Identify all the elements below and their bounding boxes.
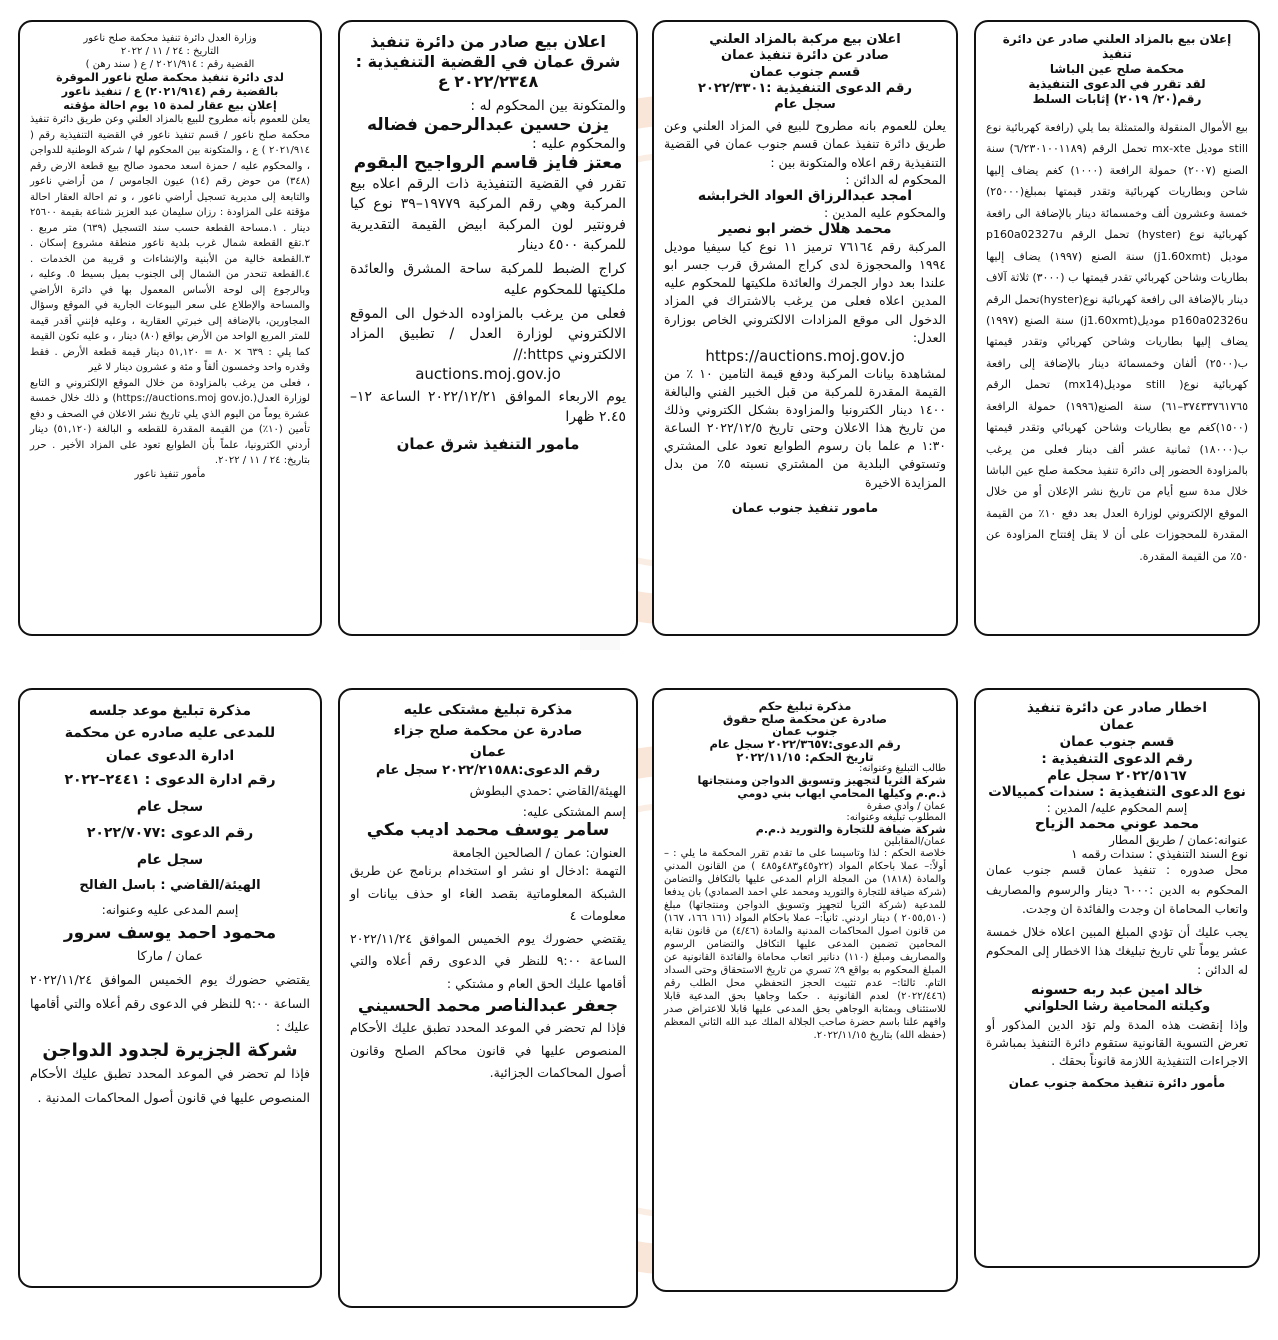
notice-body-2: يجب عليك أن تؤدي المبلغ المبين اعلاه خلال خمسة عشر يوماً تلي تاريخ تبليغك هذا الاخطار إلى المحكوم له الدائن :: [986, 925, 1248, 978]
requester-label: طالب التبليغ وعنوانه:: [858, 763, 946, 775]
debtor-address: عنوانه:عمان / طريق المطار: [1109, 833, 1248, 848]
target-name: شركة ضيافة للتجارة والتوريد ذ.م.م: [755, 822, 946, 836]
notice-title: مذكرة تبليغ حكم صادرة عن محكمة صلح حقوق جنوب عمان رقم الدعوى:٢٠٢٢/٣٦٥٧ سجل عام تاريخ الحكم: ٢٠٢٢/١١/١٥: [709, 699, 901, 764]
charge: التهمة :ادخال او نشر او استخدام برنامج عن طريق الشبكة المعلوماتية بقصد الغاء او حذف بيانات او معلومات ٤: [350, 863, 626, 924]
accused-name: سامر يوسف محمد اديب مكي: [366, 820, 610, 841]
notice-title: لدى دائرة تنفيذ محكمة صلح ناعور الموقرة بالقضية رقم (٢٠٢١/٩١٤) ع / تنفيذ ناعور إعلان بيع عقار لمدة ١٥ يوم احالة مؤقته: [56, 71, 284, 112]
notice-body: يقتضي حضورك يوم الخميس الموافق ٢٠٢٢/١١/٢٤ الساعة ٩:٠٠ للنظر في الدعوى رقم أعلاه والتي أقامها عليك :: [30, 971, 311, 1035]
notice-body: بيع الأموال المنقولة والمتمثلة بما يلي (رافعة كهربائية نوع still موديل mx-xte تحمل الرقم (٦/٢٣٠١٠٠١١٨٩) سنة الصنع (٢٠٠٧) حمولة الرافعة (١٠٠٠) كغم يضاف إليها شاحن وبطاريات كهربائية وتقدر قيمتها بمبلغ(٢٥٠٠٠) خمسة وعشرون ألف وخمسمائة دينار بالإضافة الى رافعة كهربائية نوع (hyster) تحمل الرقم p160a02327u موديل (j1.60xmt) سنة الصنع (١٩٩٧) يضاف إليها بطاريات وشاحن كهربائي تقدر قيمتها ب (٣٠٠٠) ثلاثة آلاف دينار بالإضافة الى رافعة كهربائية نوع(hyster)تحمل الرقم p160a02326u موديل(j1.60xmt) سنة الصنع (١٩٩٧) يضاف إليها بطاريات وشاحن كهربائي وتقدر قيمتها ب(٢٥٠٠) ألفان وخمسمائة دينار بالإضافة إلى رافعة كهربائية نوع( still موديل(mx14) تحمل الرقم ٣٧٤٣٣٧٦١٧٦٥–٦١) سنة الصنع(١٩٩٦) حمولة الرافعة (١٥٠٠)كغم مع بطاريات وشاحن كهربائي وتقدر قيمتها ب(١٨٠٠٠) ثمانية عشر ألف دينار فعلى من يرغب بالمزاودة الحضور إلى دائرة تنفيذ محكمة صلح عين الباشا خلال مدة سبع أيام من تاريخ نشر الإعلان أو من خلال الموقع الإلكتروني لوزارة العدل بعد دفع ١٠٪ من القيمة المقدرة للمحجوزات على أن لا يقل إفتتاح المزاودة عن ٥٠٪ من القيمة المقدرة.: [986, 121, 1248, 563]
notice-body-3: وإذا إنقضت هذه المدة ولم تؤد الدين المذكور أو تعرض التسوية القانونية ستقوم دائرة التنفيذ بمباشرة الاجراءات التنفيذية اللازمة قانوناً بحقك .: [986, 1017, 1248, 1068]
hearing-notice-amman: [18, 688, 322, 1288]
notice-body-2: لمشاهدة بيانات المركبة ودفع قيمة التامين ١٠ ٪ من القيمة المقدرة للمركبة من قبل الخبير الفني والبالغة ١٤٠٠ دينار الكترونيا والمزاودة بشكل الكتروني وذلك من تاريخ هذا الاعلان وحتى تاريخ ٢٠٢٢/١٢/٥ الساعة ١:٣٠ م علما بان رسوم الطوابع تعود على المشتري وتستوفي البلدية من المشتري نسبته ٥٪ من بدل المزايدة الاخيرة: [664, 365, 947, 490]
notice-body-2: فعلى من يرغب بالمزاوده الدخول الى الموقع الالكتروني لوزارة العدل / تطبيق المزاد الالكتروني https://: [350, 305, 626, 363]
garage-info: كراج الضبط للمركبة ساحة المشرق والعائدة ملكيتها للمحكوم عليه: [350, 261, 626, 298]
creditor-label: المحكوم له الدائن :: [845, 171, 946, 187]
auction-url: auctions.moj.gov.jo: [415, 364, 561, 383]
signature: مامور التنفيذ شرق عمان: [396, 435, 580, 454]
document-type: نوع السند التنفيذي : سندات رقمه ١: [1071, 847, 1248, 862]
notice-body-2: فإذا لم تحضر في الموعد المحدد تطبق عليك الأحكام المنصوص عليها في قانون محاكم الصلح وقانون أصول المحاكمات الجزائية.: [350, 1020, 626, 1081]
debtor-name: محمد هلال خضر ابو نصير: [718, 220, 892, 237]
defendant-address: عمان / ماركا: [136, 948, 204, 964]
notice-body: يقتضي حضورك يوم الخميس الموافق ٢٠٢٢/١١/٢٤ الساعة ٩:٠٠ للنظر في الدعوى رقم أعلاه والتي أقامها عليك الحق العام و مشتكي :: [350, 930, 626, 991]
requester-address: عمان / وادي صقرة: [866, 800, 946, 812]
notice-title: اعلان بيع صادر من دائرة تنفيذ شرق عمان في القضية التنفيذية : ٢٠٢٢/٢٣٤٨ ع: [355, 32, 621, 91]
lawyer-name: وكيلته المحامية رشا الحلواني: [1023, 998, 1211, 1014]
auction-url: https://auctions.moj.gov.jo: [705, 346, 905, 365]
debtor-name: محمد عوني محمد الزياح: [1034, 816, 1200, 833]
notice-header: وزارة العدل دائرة تنفيذ محكمة صلح ناعور التاريخ : ٢٤ / ١١ / ٢٠٢٢ القضية رقم : ٢٠٢١/٩١٤ / ع ( سند رهن ): [83, 33, 257, 70]
notice-title: إعلان بيع بالمزاد العلني صادر عن دائرة تنفيذ محكمة صلح عين الباشا لقد تقرر في الدعوى التنفيذية رقم(٢٠/ ٢٠١٩) إثابات السلط: [1002, 32, 1232, 106]
defendant-label: إسم المدعى عليه وعنوانه:: [101, 902, 239, 918]
signature: مأمور تنفيذ ناعور: [134, 468, 206, 480]
notice-body: تقرر في القضية التنفيذية ذات الرقم اعلاه بيع المركبة وهي رقم المركبة ١٩٧٧٩–٣٩ نوع كيا فرونتير لون المركبة ابيض القيمة التقديرية للمركبة ٤٥٠٠ دينار: [350, 176, 626, 254]
judgment-summary: خلاصة الحكم : لذا وتاسيسا على ما تقدم تقرر المحكمة ما يلي : – أولاً:– عملا باحكام المواد (٢٢و٤٥و٤٨٣و٤٨٥ ) من القانون المدني والمادة (١٨١٨) من المجلة الزام المدعى عليها بالتكافل والتضامن (شركة ضيافة للتجارة والتوريد ومحمد علي احمد الصمادي) بان يدفعا للمدعية (شركة الثريا لتجهيز وتسويق الدواجن ومنتجاتها) مبلغ (٢٠٥٥,٥١٠ ) دينار اردني. ثانياً:– عملا باحكام المواد (١٦١ ١٦٦، ١٦٧) من قانون اصول المحاكمات المدنية والمادة (٤/٤٦) من قانون نقابة المحامين تضمين المدعى عليها التكافل والتضامن الرسوم والمصاريف ومبلغ (١١٠) دنانير اتعاب محاماة والفائدة القانونية عن المبلغ المحكوم به بواقع ٩٪ تسري من تاريخ الاستحقاق وحتى السداد التام. ثالثا:– عدم تثبيت الحجز التحفظي محل الطلب رقم (٢٠٢٢/٤٤٦) لعدم القانونية . حكما وجاهيا بحق المدعية قابلا للاستئناف وبمثابة الوجاهي بحق المدعى عليها قابلا للاعتراض صدر وافهم علنا باسم حضرة صاحب الجلالة الملك عبد الله الثاني المعظم (حفظه الله) بتاريخ ٢٠٢٢/١١/١٥.: [664, 847, 946, 1041]
defendant-name: محمود احمد يوسف سرور: [63, 922, 277, 943]
land-auction-naour: [18, 20, 322, 636]
registry-1: سجل عام: [136, 798, 204, 815]
vehicle-auction-south-amman: [652, 20, 958, 636]
notice-body: محل صدوره : تنفيذ عمان قسم جنوب عمان المحكوم به الدين :٦٠٠٠ دينار والرسوم والمصاريف واتعاب المحاماة ان وجدت والفائدة ان وجدت.: [986, 863, 1248, 916]
sale-notice-east-amman: [338, 20, 638, 636]
target-address: عمان/المقابلين: [884, 835, 946, 847]
requester-name: شركة الثريا لتجهيز وتسويق الدواجن ومنتجاتها ذ.م.م وكيلها المحامي ايهاب بني دومي: [697, 774, 946, 801]
auction-notice-ain-albasha: [974, 20, 1260, 636]
notice-title: اخطار صادر عن دائرة تنفيذ عمان قسم جنوب عمان رقم الدعوى التنفيذية : ٢٠٢٢/٥١٦٧ سجل عام نوع الدعوى التنفيذية : سندات كمبيالات: [988, 700, 1246, 801]
debtor-label: إسم المحكوم عليه/ المدين :: [1046, 801, 1188, 816]
creditor-name: خالد امين عبد ربه حسونه: [1031, 981, 1203, 998]
notice-title: مذكرة تبليغ موعد جلسه للمدعى عليه صادره عن محكمة ادارة الدعوى عمان: [64, 703, 276, 764]
case-number: رقم الدعوى:٢٠٢٢/٢١٥٨٨ سجل عام: [376, 763, 600, 778]
execution-notice-south-amman: [974, 688, 1260, 1268]
judge-name: الهيئة/القاضي : باسل الفالح: [79, 877, 261, 893]
notice-body-2: فإذا لم تحضر في الموعد المحدد تطبق عليك الأحكام المنصوص عليها في قانون أصول المحاكمات المدنية .: [30, 1066, 310, 1106]
notice-title: اعلان بيع مركبة بالمزاد العلني صادر عن دائرة تنفيذ عمان قسم جنوب عمان رقم الدعوى التنفيذية :٢٠٢٢/٣٣٠١ سجل عام: [698, 32, 912, 112]
debtor-name: معتز فايز قاسم الرواجيح البقوم: [353, 153, 623, 174]
complainant-name: جعفر عبدالناصر محمد الحسيني: [357, 996, 619, 1017]
judge-name: الهيئة/القاضي :حمدي البطوش: [469, 783, 626, 799]
auction-date: يوم الاربعاء الموافق ٢٠٢٢/١٢/٢١ الساعة ١٢–٢.٤٥ ظهرا: [350, 388, 626, 426]
debtor-label: والمحكوم عليه :: [531, 136, 626, 153]
accused-label: إسم المشتكى عليه:: [522, 804, 626, 820]
parties-label: والمتكونة بين المحكوم له :: [470, 98, 626, 114]
notice-body: يعلن للعموم بأنه مطروح للبيع بالمزاد العلني وعن طريق دائرة تنفيذ محكمة صلح ناعور / قسم تنفيذ ناعور في القضية التنفيذية رقم ( ٢٠٢١/٩١٤ ) ع ، والمتكونة بين المحكوم لها / شركة الوطنية للدواجن ، والمحكوم عليه / حمزة اسعد محمود صالح بيع قطعة الارض رقم (٣٤٨) من حوض رقم (١٤) عيون الجاموس / من أراضي ناعور والتابعة إلى مديرية تسجيل أراضي ناعور ، و تم احالة العقار احالة مؤقتة على المزاودة : رزان سليمان عبد العزيز شناعة بقيمة ٢٥٦٠٠ دينار . ١.مساحة القطعة حسب سند التسجيل (٦٣٩) متر مربع . ٢.تقع القطعة شمال غرب بلدية ناعور منطقة مشروع إسكان . ٣.القطعة خالية من الأبنية والإنشاءات و قريبة من الخدمات . ٤.القطعة تنحدر من الشمال إلى الجنوب بميل بسيط ٥. وعليه ، وبالرجوع إلى لوحة الأساس المعمول بها في دائرة الأراضي والمساحة والإطلاع على سعر البيوعات الجارية في الموقع وسؤال المجاورين، بالإضافة إلى خبرتي العقارية ، وعليه فإنني أقدر قيمة للمتر المربع الواحد من الأرض بواقع (٨٠) دينار ، و عليه تكون القيمة كما يلي : ٦٣٩ × ٨٠ = ٥١,١٢٠ دينار قيمة قطعة الأرض . فقط وقدره واحد وخمسون ألفاً و مئة و عشرون دينار لا غير: [30, 114, 310, 374]
target-label: المطلوب تبليغه وعنوانه:: [846, 811, 946, 823]
registry-2: سجل عام: [136, 851, 204, 868]
notice-body: المركبة رقم ٧٦١٦٤ ترميز ١١ نوع كيا سيفيا موديل ١٩٩٤ والمحجوزة لدى كراج المشرق قرب جسر ابو علندا بعد دوار الجمرك والعائدة ملكيتها للمحكوم عليه المدين اعلاه فعلى من يرغب بالاشتراك في المزاد الدخول الى موقع المزادات الالكتروني الخاص بوزارة العدل:: [664, 239, 947, 345]
notice-body-2: ، فعلى من يرغب بالمزاودة من خلال الموقع الإلكتروني و التابع لوزارة العدل(.https://auctions.moj gov.jo) و ذلك خلال خمسة عشرة يوماً من اليوم الذي يلي تاريخ نشر الاعلان في الصحف و دفع تأمين (١٠٪) من القيمة المقدرة للقطعه و البالغة (٥١,١٢٠) دينار أردني الكترونيا، علماً بأن الطوابع تعود على المزاد الأخير . حرر بتاريخ: ٢٤ / ١١ / ٢٠٢٢.: [30, 377, 310, 467]
plaintiff-name: شركة الجزيرة لجدود الدواجن: [42, 1040, 298, 1062]
signature: مأمور دائرة تنفيذ محكمة جنوب عمان: [1008, 1075, 1226, 1090]
case-number: رقم الدعوى :٢٠٢٢/٧٠٧٧: [86, 825, 254, 842]
judgment-notice-south-amman: [652, 688, 958, 1292]
admin-case-number: رقم ادارة الدعوى : ٢٤٤١–٢٠٢٢: [64, 772, 276, 789]
notice-intro: يعلن للعموم بانه مطروح للبيع في المزاد العلني وعن طريق دائرة تنفيذ عمان قسم جنوب عمان في القضية التنفيذية رقم اعلاه والمتكونة بين :: [664, 118, 946, 170]
creditor-name: امجد عبدالرزاق العواد الخرابشه: [697, 187, 913, 204]
creditor-name: يزن حسين عبدالرحمن فضاله: [366, 115, 610, 135]
debtor-label: والمحكوم عليه المدين :: [824, 204, 946, 220]
notice-title: مذكرة تبليغ مشتكى عليه صادرة عن محكمة صلح جزاء عمان: [393, 702, 583, 760]
signature: مامور تنفيذ جنوب عمان: [731, 499, 879, 515]
accused-address: العنوان: عمان / الصالحين الجامعة: [452, 845, 626, 861]
accused-notice-amman: [338, 688, 638, 1308]
